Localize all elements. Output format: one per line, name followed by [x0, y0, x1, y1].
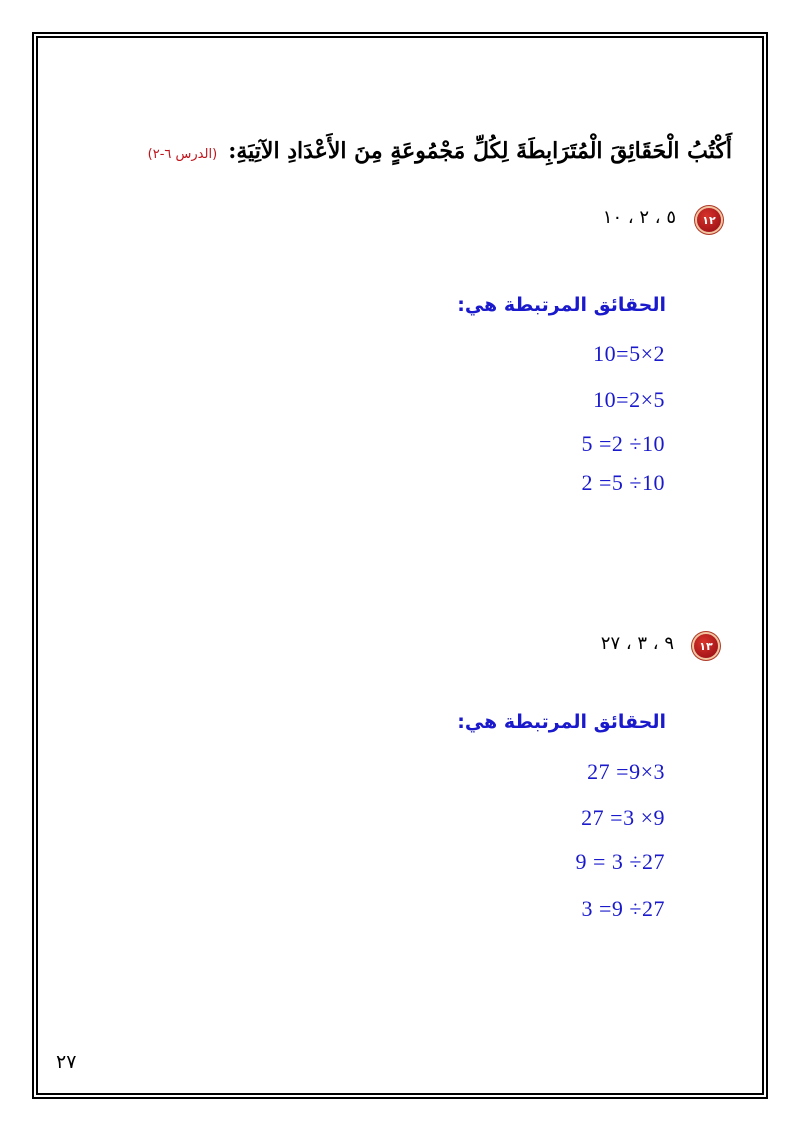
exercise-number-badge: ١٣: [694, 634, 718, 658]
instruction-text: أَكْتُبُ الْحَقَائِقَ الْمُتَرَابِطَةَ لِكُلِّ مَجْمُوعَةٍ مِنَ الأَعْدَادِ الآتِيَةِ:: [228, 138, 732, 164]
fact-equation: 27 =9×3: [587, 759, 665, 784]
fact-equation: 9 = 3 ÷27: [575, 849, 665, 874]
lesson-reference: (الدرس ٦-٢): [147, 147, 218, 162]
fact-equation: 5 =2 ÷10: [581, 431, 665, 456]
fact-equation: 2 =5 ÷10: [581, 470, 665, 495]
related-facts-title: الحقائق المرتبطة هي:: [457, 711, 666, 733]
page-number: ٢٧: [56, 1051, 77, 1073]
number-set: ٥ ، ٢ ، ١٠: [602, 207, 676, 228]
page-border-inner: [36, 36, 764, 1095]
instruction-heading: [148, 138, 732, 164]
fact-equation: 27 =3 ×9: [581, 805, 665, 830]
exercise-number-badge: ١٢: [697, 208, 721, 232]
fact-equation: 10=2×5: [593, 387, 665, 412]
fact-equation: 10=5×2: [593, 341, 665, 366]
fact-equation: 3 =9 ÷27: [581, 896, 665, 921]
number-set: ٩ ، ٣ ، ٢٧: [600, 633, 674, 654]
related-facts-title: الحقائق المرتبطة هي:: [457, 294, 666, 316]
